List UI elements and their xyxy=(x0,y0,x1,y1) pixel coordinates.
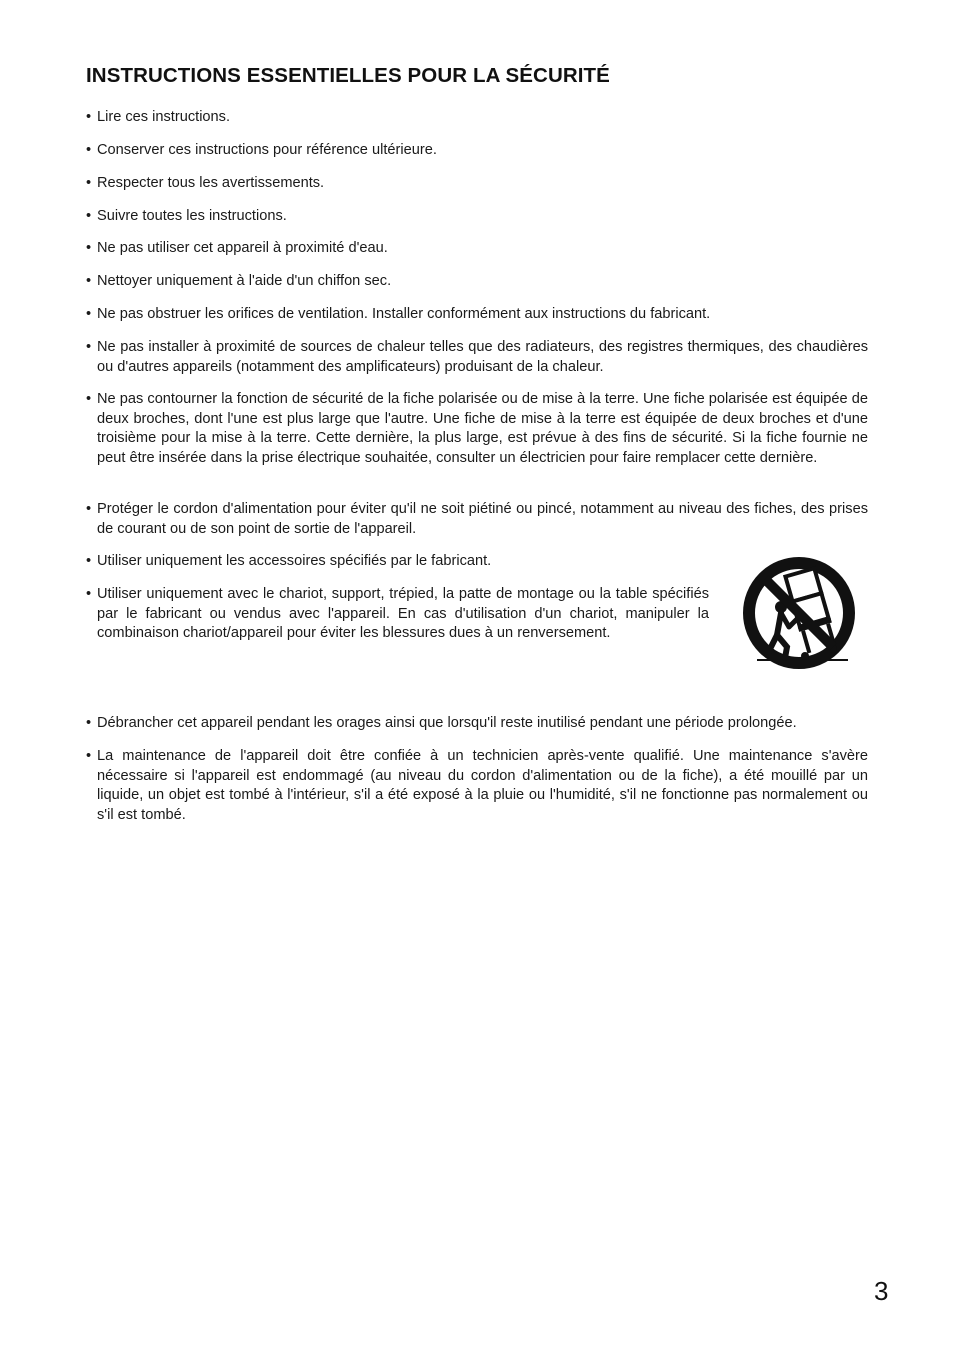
bullet: • xyxy=(86,715,92,731)
list-item xyxy=(86,390,868,468)
list-item-text: Débrancher cet appareil pendant les orages ainsi que lorsqu'il reste inutilisé pendant une période prolongée. xyxy=(97,715,797,731)
bullet: • xyxy=(86,273,92,289)
list-item xyxy=(86,239,868,259)
bullet: • xyxy=(86,586,92,602)
list-item xyxy=(86,714,868,734)
list-item xyxy=(86,585,709,644)
bullet: • xyxy=(86,391,92,407)
bullet: • xyxy=(86,109,92,125)
list-item xyxy=(86,500,868,539)
list-item-text: Conserver ces instructions pour référence ultérieure. xyxy=(97,142,437,158)
bullet: • xyxy=(86,339,92,355)
bullet: • xyxy=(86,553,92,569)
bullet: • xyxy=(86,240,92,256)
list-item-text: Nettoyer uniquement à l'aide d'un chiffon sec. xyxy=(97,273,392,289)
list-item-text: La maintenance de l'appareil doit être confiée à un technicien après-vente qualifié. Une maintenance s'avère nécessaire si l'appareil est endommagé (au niveau du cordon d'alimentation ou de la fiche), a été mouillé par un liquide, un objet est tombé à l'intérieur, s'il a été exposé à la pluie ou l'humidité, s'il ne fonctionne pas normalement ou s'il est tombé. xyxy=(97,748,868,823)
list-item-text: Ne pas obstruer les orifices de ventilation. Installer conformément aux instructions du fabricant. xyxy=(97,306,711,322)
bullet: • xyxy=(86,748,92,764)
list-item-text: Ne pas installer à proximité de sources de chaleur telles que des radiateurs, des registres thermiques, des chaudières ou d'autres appareils (notamment des amplificateurs) produisant de la chaleur. xyxy=(97,339,868,375)
list-item xyxy=(86,207,868,227)
list-item-text: Utiliser uniquement avec le chariot, support, trépied, la patte de montage ou la table spécifiés par le fabricant ou vendus avec l'appareil. En cas d'utilisation d'un chariot, manipuler la combinaison chariot/appareil pour éviter les blessures dues à un renversement. xyxy=(97,586,709,642)
list-item xyxy=(86,174,868,194)
list-item-text: Lire ces instructions. xyxy=(97,109,231,125)
list-item-text: Suivre toutes les instructions. xyxy=(97,208,287,224)
bullet: • xyxy=(86,208,92,224)
page-number: 3 xyxy=(874,1276,889,1306)
list-item-text: Utiliser uniquement les accessoires spécifiés par le fabricant. xyxy=(97,553,492,569)
list-item-text: Protéger le cordon d'alimentation pour éviter qu'il ne soit piétiné ou pincé, notamment au niveau des fiches, des prises de courant ou de son point de sortie de l'appareil. xyxy=(97,501,868,537)
list-item xyxy=(86,272,868,292)
list-item xyxy=(86,305,868,325)
bullet: • xyxy=(86,306,92,322)
list-item-text: Respecter tous les avertissements. xyxy=(97,175,325,191)
list-item-text: Ne pas contourner la fonction de sécurité de la fiche polarisée ou de mise à la terre. Une fiche polarisée est équipée de deux broches, dont l'une est plus large que l'autre. Une fiche de mise à la terre est équipée de deux broches et d'une troisième pour la mise à la terre. Cette dernière, la plus large, est prévue à des fins de sécurité. Si la fiche fournie ne peut être insérée dans la prise électrique souhaitée, consulter un électricien pour faire remplacer cette dernière. xyxy=(97,391,868,466)
page-title: INSTRUCTIONS ESSENTIELLES POUR LA SÉCURITÉ xyxy=(86,64,610,87)
list-item xyxy=(86,747,868,825)
bullet: • xyxy=(86,175,92,191)
list-item xyxy=(86,141,868,161)
bullet: • xyxy=(86,142,92,158)
bullet: • xyxy=(86,501,92,517)
list-item-text: Ne pas utiliser cet appareil à proximité d'eau. xyxy=(97,240,388,256)
list-item xyxy=(86,338,868,377)
cart-tip-over-warning-icon xyxy=(741,555,857,671)
list-item xyxy=(86,108,868,128)
